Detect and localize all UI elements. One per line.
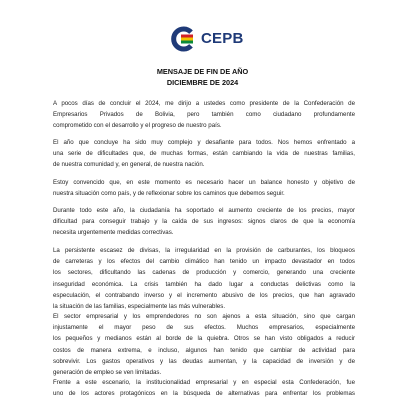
paragraph-line: dificultad para conseguir trabajo y la caída de sus ingresos: signos claros de que la economía (53, 218, 355, 226)
paragraph-line: uno de los actores protagónicos en la búsqueda de alternativas para enfrentar los problemas (53, 390, 355, 398)
paragraph (53, 98, 355, 132)
document-date: DICIEMBRE DE 2024 (166, 78, 239, 87)
paragraph-line: Empresarios Privados de Bolivia, pero también como ciudadano profundamente (53, 111, 355, 119)
paragraph-line: La persistente escasez de divisas, la irregularidad en la provisión de carburantes, los bloqueos (53, 247, 355, 254)
paragraph-line: los sectores, dificultando las cadenas de producción y comercio, generando una creciente (53, 269, 355, 277)
paragraph-line: Durante todo este año, la ciudadanía ha soportado el aumento creciente de los precios, mayor (53, 207, 355, 214)
paragraph-line: la situación de las familias, especialmente las más vulnerables. (53, 303, 226, 311)
paragraph-line: generación de empleo se ven limitadas. (53, 369, 162, 377)
paragraph-line: los pequeños y medianos están al borde de la quiebra. Otros se han visto obligados a reducir (53, 335, 355, 343)
paragraph-line: sobrevivir. Los gastos operativos y las deudas aumentan, y la capacidad de inversión y de (53, 357, 355, 365)
paragraph-line: Frente a este escenario, la institucionalidad empresarial y en especial esta Confederación, fue (53, 379, 355, 386)
logo-wordmark: CEPB (201, 30, 244, 47)
paragraph-line: especulación, el contrabando inverso y el incremento abusivo de los precios, que han agravado (53, 291, 355, 299)
paragraph (53, 205, 355, 239)
paragraph (53, 245, 355, 312)
paragraph-line: nuestra situación como país, y de reflexionar sobre los caminos que debemos seguir. (53, 190, 285, 198)
paragraph (53, 137, 355, 171)
paragraph-line: El año que concluye ha sido muy complejo y desafiante para todos. Nos hemos enfrentado a (53, 139, 355, 146)
paragraph (53, 177, 355, 199)
paragraph (53, 377, 355, 399)
paragraph (53, 311, 355, 378)
paragraph-line: El sector empresarial y los emprendedores no son ajenos a esta situación, sino que cargan (53, 313, 355, 320)
paragraph-line: A pocos días de concluir el 2024, me dirijo a ustedes como presidente de la Confederación de (53, 100, 355, 107)
paragraph-line: de carreteras y los efectos del cambio climático han tenido un impacto devastador en todos (53, 258, 355, 266)
cepb-logo-icon (170, 26, 198, 52)
paragraph-line: inseguridad económica. La crisis también ha dado lugar a conductas delictivas como la (53, 280, 355, 288)
paragraph-line: una serie de dificultades que, de muchas formas, están cambiando la vida de nuestras familias, (53, 150, 355, 158)
paragraph-line: costos de manera extrema, e incluso, algunos han tenido que cambiar de actividad para (53, 346, 355, 354)
document-title: MENSAJE DE FIN DE AÑO (156, 67, 249, 76)
paragraph-line: de nuestra comunidad y, en general, de nuestra nación. (53, 161, 205, 169)
paragraph-line: Estoy convencido que, en este momento es necesario hacer un balance honesto y objetivo de (53, 179, 355, 186)
cepb-logo (170, 26, 243, 52)
paragraph-line: necesita urgentemente medidas correctivas. (53, 229, 174, 237)
paragraph-line: injustamente el mayor peso de sus efectos. Muchos empresarios, especialmente (53, 324, 355, 332)
paragraph-line: comprometido con el desarrollo y el progreso de nuestro país. (53, 122, 222, 130)
